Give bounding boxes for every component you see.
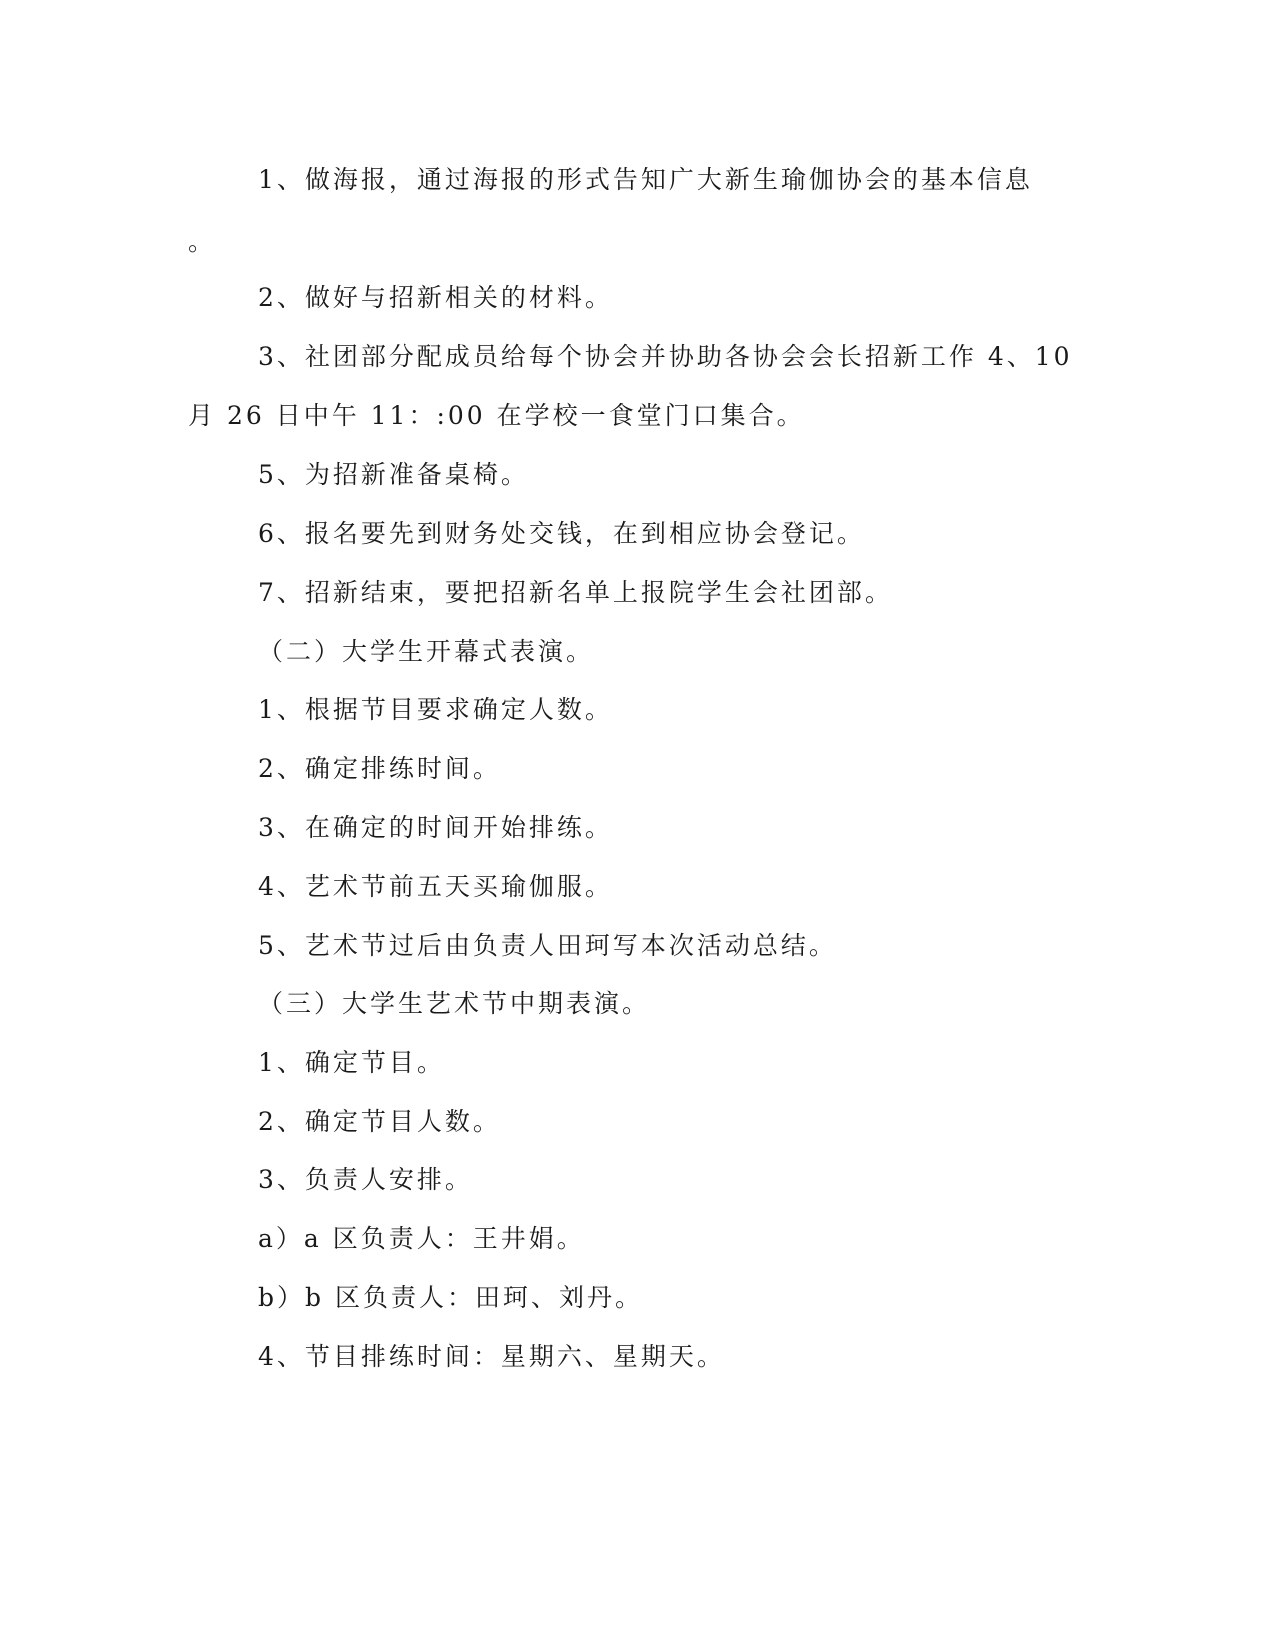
list-item: 3、社团部分配成员给每个协会并协助各协会会长招新工作 4、10	[258, 342, 1073, 371]
list-item: a）a 区负责人：王井娟。	[258, 1224, 585, 1253]
list-item: 月 26 日中午 11：:00 在学校一食堂门口集合。	[188, 401, 805, 430]
list-item: 4、艺术节前五天买瑜伽服。	[258, 872, 613, 901]
list-item: 6、报名要先到财务处交钱，在到相应协会登记。	[258, 519, 865, 548]
list-item: 5、为招新准备桌椅。	[258, 460, 529, 489]
list-item: 2、做好与招新相关的材料。	[258, 283, 613, 312]
list-item: 5、艺术节过后由负责人田珂写本次活动总结。	[258, 931, 837, 960]
list-item: 1、做海报，通过海报的形式告知广大新生瑜伽协会的基本信息	[258, 165, 1033, 194]
list-item: 1、根据节目要求确定人数。	[258, 695, 613, 724]
list-item: b）b 区负责人：田珂、刘丹。	[258, 1283, 643, 1312]
list-item: 3、在确定的时间开始排练。	[258, 813, 613, 842]
section-heading: （三）大学生艺术节中期表演。	[258, 989, 651, 1018]
list-item: 7、招新结束，要把招新名单上报院学生会社团部。	[258, 578, 893, 607]
list-item: 4、节目排练时间：星期六、星期天。	[258, 1342, 725, 1371]
list-item: 3、负责人安排。	[258, 1165, 473, 1194]
list-item: 2、确定节目人数。	[258, 1107, 501, 1136]
list-item: 2、确定排练时间。	[258, 754, 501, 783]
section-heading: （二）大学生开幕式表演。	[258, 637, 595, 666]
list-item: 。	[188, 227, 217, 256]
list-item: 1、确定节目。	[258, 1048, 445, 1077]
